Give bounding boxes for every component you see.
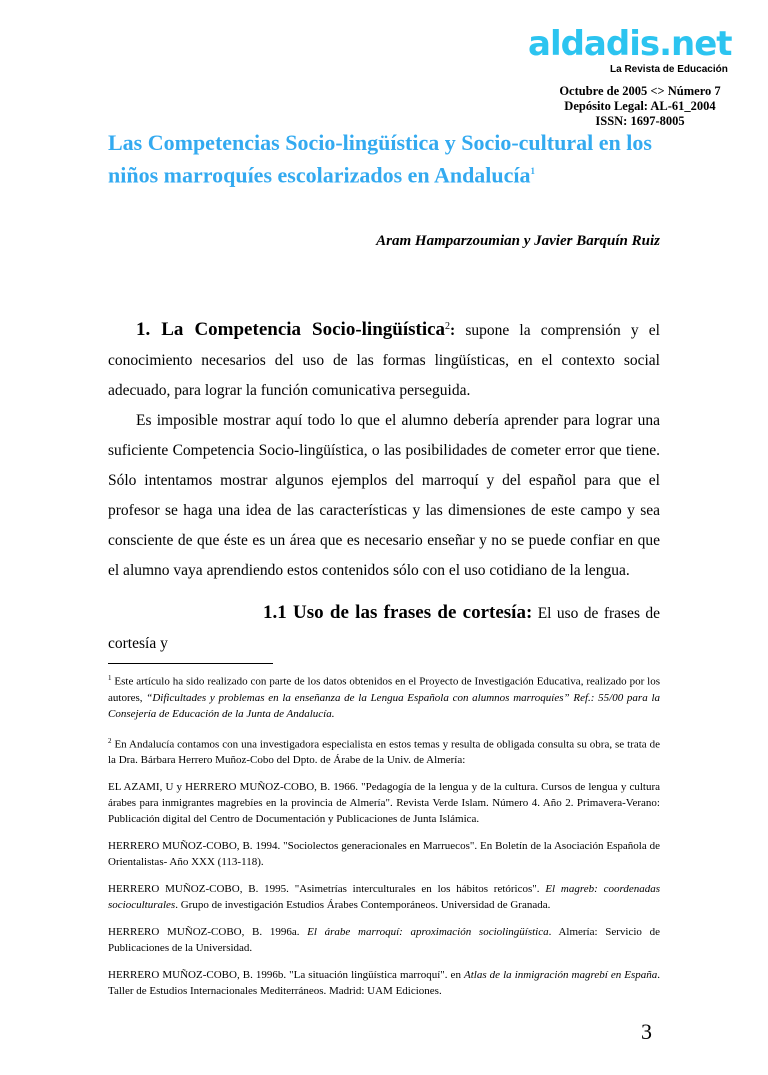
footnote-italic: “Dificultades y problemas en la enseñanza de la Lengua Española con alumnos marroquíes” Ref.: 55/00 para la Consejería de Educación de la Junta de Andalucía. bbox=[108, 691, 660, 720]
footnote-ref[interactable]: 1 bbox=[530, 166, 536, 176]
logo-tagline: La Revista de Educación bbox=[610, 64, 728, 75]
heading-colon: : bbox=[450, 322, 456, 340]
paragraph-text: supone la comprensión y el conocimiento necesarios del uso de las formas lingüísticas, en el contexto social adecuado, para lograr la función comunicativa perseguida. bbox=[108, 322, 660, 400]
reference: HERRERO MUÑOZ-COBO, B. 1994. "Sociolectos generacionales en Marruecos". En Boletín de la Asociación Española de Orientalistas- Año XXX (113-118). bbox=[108, 840, 660, 869]
authors: Aram Hamparzoumian y Javier Barquín Ruiz bbox=[376, 233, 660, 249]
ref-title: Atlas de la inmigración magrebí en España bbox=[464, 969, 658, 982]
footnote-divider bbox=[108, 663, 273, 664]
issn: ISSN: 1697-8005 bbox=[595, 114, 685, 128]
footnote-ref[interactable]: 2 bbox=[445, 321, 451, 332]
ref-title: El árabe marroquí: aproximación sociolingüística bbox=[307, 926, 549, 939]
ref-text: . Taller de Estudios Internacionales Mediterráneos. Madrid: UAM Ediciones. bbox=[108, 969, 661, 998]
page-number: 3 bbox=[641, 1019, 652, 1045]
ref-text: HERRERO MUÑOZ-COBO, B. 1995. "Asimetrías interculturales en los hábitos retóricos". bbox=[108, 883, 546, 896]
ref-text: . Grupo de investigación Estudios Árabes Contemporáneos. Universidad de Granada. bbox=[175, 899, 551, 912]
paragraph: Es imposible mostrar aquí todo lo que el alumno debería aprender para lograr una suficiente Competencia Socio-lingüística, o las posibilidades de cometer error que tiene. Sólo intentamos mostrar algunos ejemplos del marroquí y del español para que el profesor se haga una idea de las características y las dimensiones de este campo y sea consciente de que éste es un área que es necesario enseñar y no se puede confiar en que el alumno vaya aprendiendo estos contenidos sólo con el uso cotidiano de la lengua. bbox=[108, 412, 660, 580]
footnote-number: 1 bbox=[108, 674, 112, 683]
footnote-text: En Andalucía contamos con una investigadora especialista en estos temas y resulta de obligada consulta su obra, se trata de la Dra. Bárbara Herrero Muñoz-Cobo del Dpto. de Árabe de la Univ. de Almería: bbox=[108, 738, 660, 767]
reference bbox=[108, 924, 660, 956]
logo-text: aldadis.net bbox=[528, 24, 732, 64]
legal-deposit: Depósito Legal: AL-61_2004 bbox=[564, 99, 716, 113]
section-heading: 1. La Competencia Socio-lingüística bbox=[136, 319, 446, 341]
footnotes bbox=[108, 670, 660, 999]
ref-text: . Almería: Servicio de Publicaciones de la Universidad. bbox=[108, 926, 660, 955]
subsection-heading: 1.1 Uso de las frases de cortesía: bbox=[263, 602, 533, 624]
ref-text: HERRERO MUÑOZ-COBO, B. 1996a. bbox=[108, 926, 308, 939]
title-text: Las Competencias Socio-lingüística y Socio-cultural en los niños marroquíes escolarizados en Andalucía bbox=[108, 130, 652, 188]
article-body bbox=[108, 312, 660, 659]
ref-title: El magreb: coordenadas socioculturales bbox=[108, 883, 660, 912]
issue-info: Octubre de 2005 <> Número 7 bbox=[559, 84, 721, 98]
reference: EL AZAMI, U y HERRERO MUÑOZ-COBO, B. 1966. "Pedagogía de la lengua y de la cultura. Cursos de lengua y cultura árabes para inmigrantes magrebíes en la provincia de Almería". Revista Verde Islam. Número 4. Año 2. Primavera-Verano: Publicación digital del Centro de Documentación y Publicaciones de Junta Islámica. bbox=[108, 781, 660, 826]
reference bbox=[108, 967, 660, 999]
ref-text: HERRERO MUÑOZ-COBO, B. 1996b. "La situación lingüística marroquí". en bbox=[108, 969, 464, 982]
footnote-number: 2 bbox=[108, 736, 112, 745]
footnote-text: Este artículo ha sido realizado con parte de los datos obtenidos en el Proyecto de Investigación Educativa, realizado por los autores, bbox=[108, 675, 660, 704]
page-flow bbox=[108, 0, 660, 1075]
footnote-1 bbox=[108, 670, 660, 722]
paragraph-text: El uso de frases de cortesía y bbox=[108, 605, 660, 653]
section-1-paragraph bbox=[108, 312, 660, 406]
footnote-2 bbox=[108, 733, 660, 769]
reference bbox=[108, 881, 660, 913]
section-1-1-paragraph bbox=[108, 598, 660, 659]
